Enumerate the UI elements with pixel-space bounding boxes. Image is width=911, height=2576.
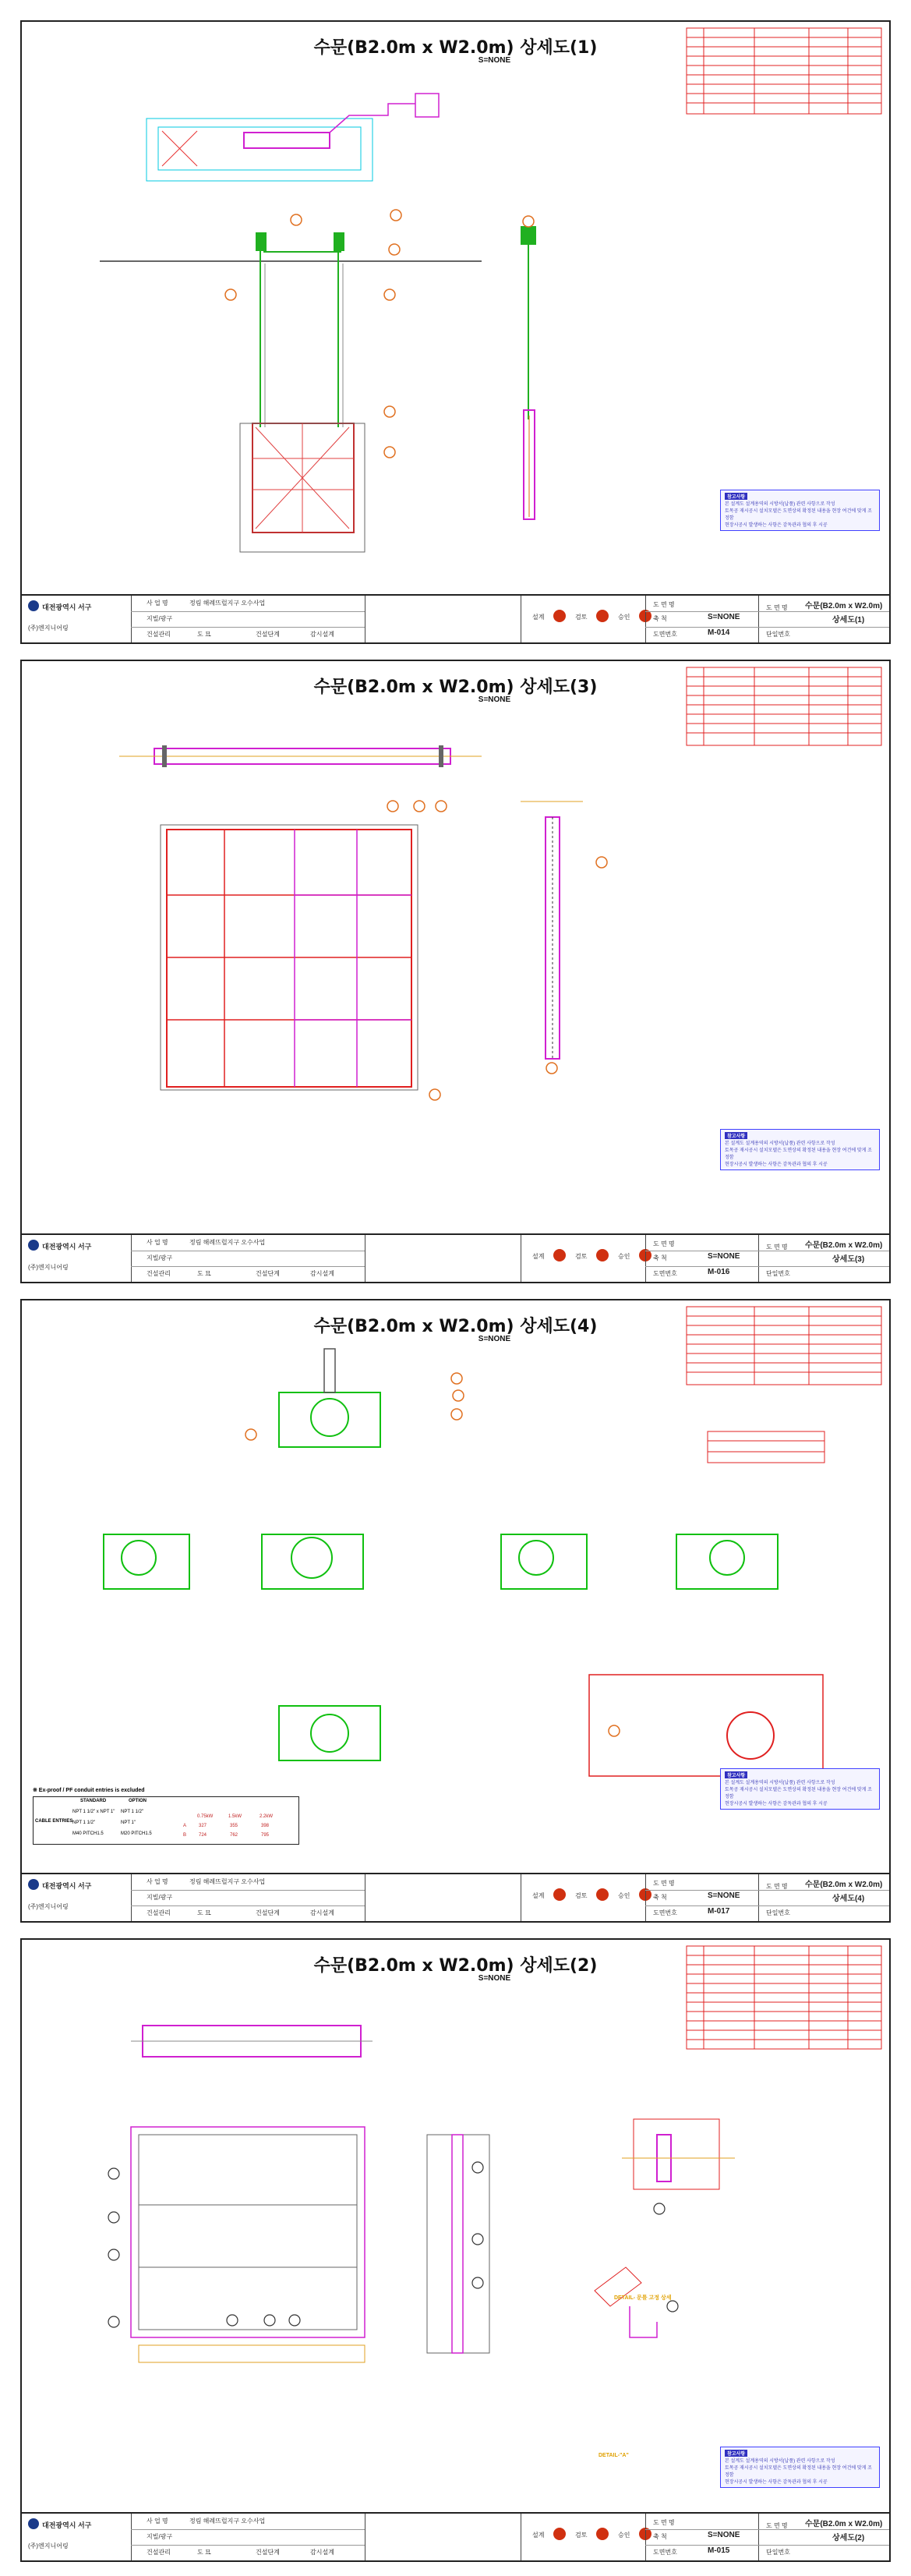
sheet-label: 단일번호 [766,631,790,638]
notes-line: 현장시공시 발생하는 사항은 감독관과 협의 후 시공 [725,1162,828,1167]
drawing-sheet-4 [20,1299,891,1923]
role-approve: 승인 [618,1892,630,1899]
dim-row-b: 795 [261,1833,270,1838]
sheet-scale: S=NONE [478,1335,511,1343]
role-design: 설계 [532,614,545,621]
scale-label: 축 척 [653,1894,667,1901]
role-check: 검토 [575,1892,588,1899]
ref-label: 감시설계 [310,631,334,638]
dim-header: 1.5kW [228,1814,242,1819]
owner-logo [28,1240,39,1251]
project-label: 사 업 명 [147,600,168,607]
drawing-no-label: 도면번호 [653,2549,677,2556]
role-design: 설계 [532,1253,545,1260]
drawing-title-1: 수문(B2.0m x W2.0m) [805,1881,883,1889]
drafter-label: 도 묘 [197,1909,211,1916]
role-check: 검토 [575,614,588,621]
scale-value: S=NONE [708,613,740,621]
title-block [22,1233,889,1282]
sheet-scale: S=NONE [478,56,511,65]
role-approve: 승인 [618,1253,630,1260]
sheet-title: 수문(B2.0m x W2.0m) 상세도(2) [313,1956,598,1976]
ref-label: 감시설계 [310,1909,334,1916]
district-label: 지빌/광구 [147,615,173,622]
role-approve: 승인 [618,2532,630,2539]
drawing-name-label: 도 면 명 [766,2522,788,2529]
scale-label: 축 척 [653,2533,667,2540]
notes-header: 참고사항 [725,493,747,500]
cable-entries-table [33,1796,299,1845]
drawing-name-label: 도 면 명 [766,1244,788,1251]
signature-stamp [553,1888,566,1901]
dim-row-a: 327 [199,1824,207,1828]
dim-row-b: 762 [230,1833,238,1838]
construction-label: 건설관리 [147,631,171,638]
project-name: 정림 해례뜨럴지구 오수사업 [189,2518,266,2525]
notes-line: 본 설계도 설계용역의 시방서(납품) 관련 사항으로 작성 [725,1141,835,1146]
ref-label: 감시설계 [310,2549,334,2556]
drafter-label: 도 묘 [197,1270,211,1277]
notes-header: 참고사항 [725,1132,747,1139]
signature-stamp [553,1249,566,1261]
drawing-no-label: 도면번호 [653,1909,677,1916]
drawing-name-label: 도 면 명 [653,1880,675,1887]
drawing-name-label: 도 면 명 [766,1883,788,1890]
cable-option: NPT 1" [121,1821,136,1825]
drawing-title-1: 수문(B2.0m x W2.0m) [805,2520,883,2528]
drawing-title-1: 수문(B2.0m x W2.0m) [805,602,883,610]
sheet-title: 수문(B2.0m x W2.0m) 상세도(1) [313,38,598,58]
owner-name: 대전광역시 서구 [42,603,92,611]
notes-line: 토목공 재시공시 설치모델은 도면상의 확정된 내용을 현장 여건에 맞게 조정함 [725,1788,872,1799]
signature-stamp [553,610,566,622]
notes-line: 현장시공시 발생하는 사항은 감독관과 협의 후 시공 [725,523,828,528]
dim-row-a: 355 [230,1824,238,1828]
sheet-number: M-015 [708,2546,730,2555]
role-design: 설계 [532,2532,545,2539]
cable-option: M20 PITCH1.5 [121,1831,152,1836]
cable-standard: NPT 1 1/2" x NPT 1" [72,1810,115,1814]
role-design: 설계 [532,1892,545,1899]
dim-row-a: A [183,1824,187,1828]
notes-box [720,1129,880,1170]
dim-row-b: B [183,1833,187,1838]
drawing-sheet-3 [20,660,891,1283]
owner-name: 대전광역시 서구 [42,2521,92,2529]
owner-name: 대전광역시 서구 [42,1882,92,1890]
signature-stamp [596,1888,609,1901]
dim-row-a: 398 [261,1824,270,1828]
scale-label: 축 척 [653,1254,667,1261]
owner-logo [28,600,39,611]
design-company: (주)엔지니어링 [28,1264,69,1271]
col-option: OPTION [129,1799,147,1803]
project-name: 정림 해례뜨럴지구 오수사업 [189,1878,266,1885]
drawing-no-label: 도면번호 [653,631,677,638]
drawing-sheet-2 [20,1938,891,2562]
design-company: (주)엔지니어링 [28,2542,69,2549]
drawing-title-2: 상세도(4) [832,1895,865,1903]
notes-line: 본 설계도 설계용역의 시방서(납품) 관련 사항으로 작성 [725,502,835,507]
drafter-label: 도 묘 [197,2549,211,2556]
scale-label: 축 척 [653,615,667,622]
sub-label: 건설단계 [256,2549,280,2556]
sub-label: 건설단계 [256,1909,280,1916]
project-label: 사 업 명 [147,1878,168,1885]
detail-b-label: DETAIL- 문틀 고정 상세 [614,2295,672,2301]
sub-label: 건설단계 [256,631,280,638]
title-block [22,594,889,642]
dim-row-b: 724 [199,1833,207,1838]
notes-header: 참고사항 [725,1771,747,1778]
drawing-name-label: 도 면 명 [653,2519,675,2526]
cable-standard: M40 PITCH1.5 [72,1831,104,1836]
district-label: 지빌/광구 [147,1254,173,1261]
sheet-scale: S=NONE [478,1974,511,1983]
gate-detail-drawing [22,1940,889,2514]
drawing-title-2: 상세도(1) [832,616,865,625]
sheet-number: M-014 [708,628,730,637]
drawing-no-label: 도면번호 [653,1270,677,1277]
dim-header: 0.75kW [197,1814,214,1819]
signature-stamp [596,1249,609,1261]
sheet-label: 단일번호 [766,1270,790,1277]
title-block [22,1873,889,1921]
drawing-name-label: 도 면 명 [766,604,788,611]
notes-box [720,2447,880,2488]
design-company: (주)엔지니어링 [28,1903,69,1910]
drawing-name-label: 도 면 명 [653,1240,675,1247]
role-check: 검토 [575,1253,588,1260]
owner-logo [28,2518,39,2529]
notes-line: 본 설계도 설계용역의 시방서(납품) 관련 사항으로 작성 [725,2459,835,2464]
drawing-title-2: 상세도(3) [832,1255,865,1264]
notes-line: 본 설계도 설계용역의 시방서(납품) 관련 사항으로 작성 [725,1781,835,1785]
construction-label: 건설관리 [147,1909,171,1916]
drawing-title-1: 수문(B2.0m x W2.0m) [805,1241,883,1250]
construction-label: 건설관리 [147,1270,171,1277]
owner-logo [28,1879,39,1890]
notes-line: 현장시공시 발생하는 사항은 감독관과 협의 후 시공 [725,2480,828,2485]
notes-line: 토목공 재시공시 설치모델은 도면상의 확정된 내용을 현장 여건에 맞게 조정함 [725,509,872,521]
project-name: 정림 해례뜨럴지구 오수사업 [189,1239,266,1246]
sheet-scale: S=NONE [478,695,511,704]
role-approve: 승인 [618,614,630,621]
district-label: 지빌/광구 [147,2533,173,2540]
cable-standard: NPT 1 1/2" [72,1821,96,1825]
sheet-title: 수문(B2.0m x W2.0m) 상세도(3) [313,678,598,697]
design-company: (주)엔지니어링 [28,625,69,632]
title-block [22,2512,889,2560]
project-name: 정림 해례뜨럴지구 오수사업 [189,600,266,607]
detail-a-label: DETAIL-"A" [599,2453,629,2458]
notes-header: 참고사항 [725,2450,747,2457]
scale-value: S=NONE [708,1252,740,1261]
sheet-title: 수문(B2.0m x W2.0m) 상세도(4) [313,1317,598,1336]
sheet-number: M-016 [708,1268,730,1276]
sheet-label: 단일번호 [766,1909,790,1916]
ref-label: 감시설계 [310,1270,334,1277]
signature-stamp [596,610,609,622]
signature-stamp [596,2528,609,2540]
sub-label: 건설단계 [256,1270,280,1277]
sheet-label: 단일번호 [766,2549,790,2556]
dim-header: 2.2kW [260,1814,274,1819]
notes-box [720,1768,880,1810]
scale-value: S=NONE [708,1891,740,1900]
notes-line: 현장시공시 발생하는 사항은 감독관과 협의 후 시공 [725,1802,828,1806]
drawing-sheet-1 [20,20,891,644]
col-standard: STANDARD [80,1799,107,1803]
drawing-name-label: 도 면 명 [653,601,675,608]
signature-stamp [553,2528,566,2540]
project-label: 사 업 명 [147,1239,168,1246]
district-label: 지빌/광구 [147,1894,173,1901]
cable-row-label: CABLE ENTRIES [35,1819,73,1824]
sheet-number: M-017 [708,1907,730,1916]
role-check: 검토 [575,2532,588,2539]
notes-box [720,490,880,531]
notes-line: 토목공 재시공시 설치모델은 도면상의 확정된 내용을 현장 여건에 맞게 조정함 [725,1148,872,1160]
owner-name: 대전광역시 서구 [42,1243,92,1251]
cable-option: NPT 1 1/2" [121,1810,144,1814]
scale-value: S=NONE [708,2531,740,2539]
notes-line: 토목공 재시공시 설치모델은 도면상의 확정된 내용을 현장 여건에 맞게 조정함 [725,2466,872,2478]
cable-caption: ※ Ex-proof / PF conduit entries is excluded [33,1788,145,1793]
drafter-label: 도 묘 [197,631,211,638]
drawing-title-2: 상세도(2) [832,2534,865,2542]
project-label: 사 업 명 [147,2518,168,2525]
construction-label: 건설관리 [147,2549,171,2556]
